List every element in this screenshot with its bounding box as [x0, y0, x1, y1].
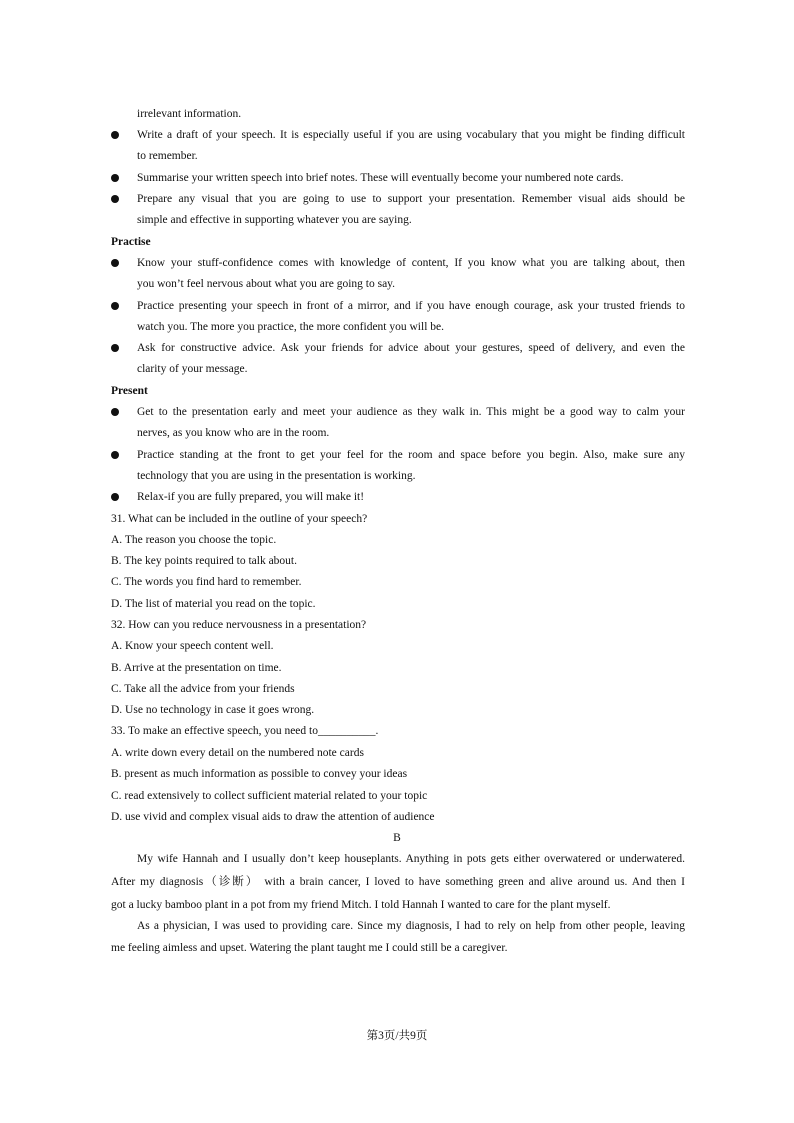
- present-bullet-3-line-1: Relax-if you are fully prepared, you will make it!: [137, 491, 365, 503]
- bullet-icon: [111, 302, 119, 310]
- page-footer: 第3页/共9页: [366, 1030, 428, 1042]
- passage-p2-line-2: me feeling aimless and upset. Watering the plant taught me I could still be a caregiver.: [111, 942, 508, 954]
- question-32: 32. How can you reduce nervousness in a presentation?: [111, 619, 367, 631]
- passage-p1-line-1: My wife Hannah and I usually don’t keep houseplants. Anything in pots gets either overwatered or underwatered.: [137, 853, 685, 865]
- bullet-icon: [111, 259, 119, 267]
- question-31-option-d: D. The list of material you read on the topic.: [111, 598, 316, 610]
- question-32-option-d: D. Use no technology in case it goes wrong.: [111, 704, 315, 716]
- passage-p1-line-3: got a lucky bamboo plant in a pot from my friend Mitch. I told Hannah I wanted to care for the plant myself.: [111, 899, 611, 911]
- question-31-option-c: C. The words you find hard to remember.: [111, 576, 302, 588]
- present-bullet-1-line-2: nerves, as you know who are in the room.: [137, 427, 330, 439]
- question-32-option-b: B. Arrive at the presentation on time.: [111, 662, 282, 674]
- practise-heading: Practise: [111, 236, 151, 248]
- practise-bullet-1-line-1: Know your stuff-confidence comes with knowledge of content, If you know what you are talking about, then: [137, 257, 685, 269]
- prepare-bullet-1-line-2: to remember.: [137, 150, 198, 162]
- question-32-option-c: C. Take all the advice from your friends: [111, 683, 295, 695]
- practise-bullet-2-line-1: Practice presenting your speech in front of a mirror, and if you have enough courage, ask your trusted friends to: [137, 300, 685, 312]
- prepare-bullet-1-line-1: Write a draft of your speech. It is especially useful if you are using vocabulary that you might be finding difficult: [137, 129, 685, 141]
- question-33-option-b: B. present as much information as possible to convey your ideas: [111, 768, 408, 780]
- present-bullet-2-line-1: Practice standing at the front to get your feel for the room and space before you begin. Also, make sure any: [137, 449, 685, 461]
- bullet-icon: [111, 195, 119, 203]
- bullet-icon: [111, 344, 119, 352]
- question-31-option-a: A. The reason you choose the topic.: [111, 534, 277, 546]
- passage-p2-line-1: As a physician, I was used to providing care. Since my diagnosis, I had to rely on help from other people, leaving: [137, 920, 685, 932]
- bullet-icon: [111, 451, 119, 459]
- bullet-icon: [111, 131, 119, 139]
- question-31-option-b: B. The key points required to talk about.: [111, 555, 297, 567]
- question-32-option-a: A. Know your speech content well.: [111, 640, 274, 652]
- present-bullet-2-line-2: technology that you are using in the presentation is working.: [137, 470, 416, 482]
- practise-bullet-2-line-2: watch you. The more you practice, the more confident you will be.: [137, 321, 444, 333]
- bullet-icon: [111, 174, 119, 182]
- section-b-label: B: [393, 832, 401, 844]
- prepare-bullet-3-line-2: simple and effective in supporting whatever you are saying.: [137, 214, 412, 226]
- question-33-option-d: D. use vivid and complex visual aids to draw the attention of audience: [111, 811, 435, 823]
- present-heading: Present: [111, 385, 148, 397]
- question-33-option-a: A. write down every detail on the numbered note cards: [111, 747, 364, 759]
- bullet-icon: [111, 493, 119, 501]
- practise-bullet-1-line-2: you won’t feel nervous about what you are going to say.: [137, 278, 396, 290]
- bullet-icon: [111, 408, 119, 416]
- question-33-option-c: C. read extensively to collect sufficient material related to your topic: [111, 790, 428, 802]
- practise-bullet-3-line-1: Ask for constructive advice. Ask your friends for advice about your gestures, speed of delivery, and even the: [137, 342, 685, 354]
- question-33: 33. To make an effective speech, you need to__________.: [111, 725, 379, 737]
- prepare-continued-line: irrelevant information.: [137, 108, 242, 120]
- prepare-bullet-2-line-1: Summarise your written speech into brief notes. These will eventually become your numbered note cards.: [137, 172, 624, 184]
- prepare-bullet-3-line-1: Prepare any visual that you are going to use to support your presentation. Remember visual aids should be: [137, 193, 685, 205]
- question-31: 31. What can be included in the outline of your speech?: [111, 513, 368, 525]
- passage-p1-line-2: After my diagnosis（诊断） with a brain cancer, I loved to have something green and alive around us. And then I: [111, 876, 685, 888]
- practise-bullet-3-line-2: clarity of your message.: [137, 363, 248, 375]
- present-bullet-1-line-1: Get to the presentation early and meet your audience as they walk in. This might be a good way to calm your: [137, 406, 685, 418]
